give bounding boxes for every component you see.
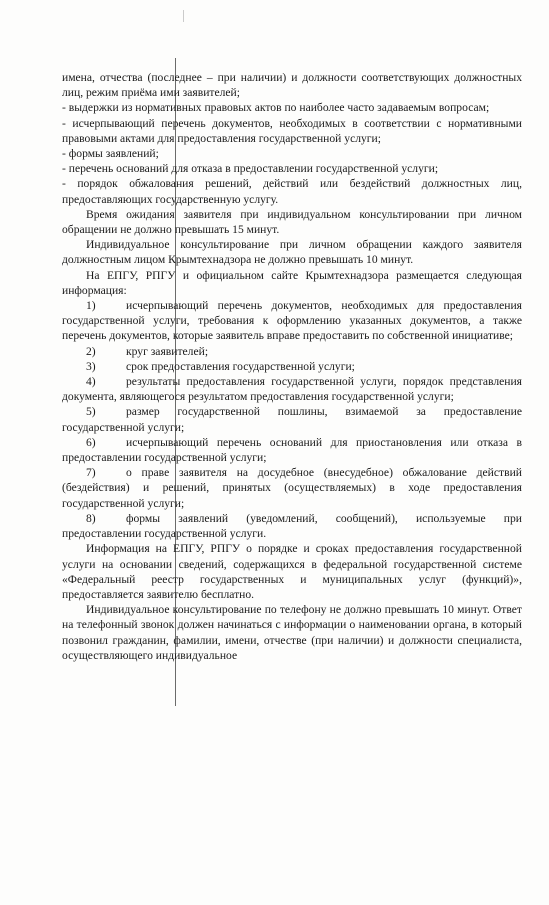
bullet-refusal-grounds: - перечень оснований для отказа в предоставлении государственной услуги; xyxy=(62,162,439,176)
list-item-6 xyxy=(62,435,522,465)
list-text: срок предоставления государственной услуги; xyxy=(126,359,355,373)
bullet-appeal-procedure: - порядок обжалования решений, действий или бездействий должностных лиц, предоставляющих государственную услугу. xyxy=(62,177,522,206)
bullet-documents-list: - исчерпывающий перечень документов, необходимых в соответствии с нормативными правовыми актами для предоставления государственной услуги; xyxy=(62,116,522,145)
list-item-8 xyxy=(62,511,522,541)
list-item-7 xyxy=(62,465,522,511)
list-number: 4) xyxy=(86,375,96,389)
list-text: исчерпывающий перечень документов, необходимых для предоставления государственной услуги, требования к оформлению указанных документов, а также перечень документов, которые заявитель вправе предоставить по собственной инициативе; xyxy=(62,299,522,343)
list-text: о праве заявителя на досудебное (внесудебное) обжалование действий (бездействия) и решений, принятых (осуществляемых) в ходе предоставления государственной услуги; xyxy=(62,466,522,510)
list-number: 6) xyxy=(86,435,96,449)
bullet-application-forms: - формы заявлений; xyxy=(62,147,159,161)
paragraph-phone-consultation: Индивидуальное консультирование по телефону не должно превышать 10 минут. Ответ на телефонный звонок должен начинаться с информации о наименовании органа, в который позвонил гражданин, фамилии, имени, отчестве (при наличии) и должности специалиста, осуществляющего индивидуальное xyxy=(62,603,522,662)
list-text: результаты предоставления государственной услуги, порядок представления документа, являющегося результатом предоставления государственной услуги; xyxy=(62,375,522,404)
list-number: 1) xyxy=(86,299,96,313)
list-text: исчерпывающий перечень оснований для приостановления или отказа в предоставлении государственной услуги; xyxy=(62,435,522,465)
list-item-4 xyxy=(62,374,522,404)
list-text: формы заявлений (уведомлений, сообщений), используемые при предоставлении государственной услуги. xyxy=(62,511,522,541)
list-item-2 xyxy=(62,344,522,359)
list-item-3 xyxy=(62,359,522,374)
bullet-legal-excerpts: - выдержки из нормативных правовых актов по наиболее часто задаваемым вопросам; xyxy=(62,101,490,115)
document-body xyxy=(62,70,522,663)
paragraph-consultation-time: Индивидуальное консультирование при личном обращении каждого заявителя должностным лицом Крымтехнадзора не должно превышать 10 минут. xyxy=(62,238,522,267)
list-number: 8) xyxy=(86,511,96,525)
list-item-1 xyxy=(62,298,522,344)
list-number: 3) xyxy=(86,359,96,373)
list-number: 5) xyxy=(86,405,96,419)
list-number: 2) xyxy=(86,344,96,358)
paragraph-waiting-time: Время ожидания заявителя при индивидуальном консультировании при личном обращении не должно превышать 15 минут. xyxy=(62,207,522,237)
paragraph-contacts: имена, отчества (последнее – при наличии) и должности соответствующих должностных лиц, режим приёма ими заявителей; xyxy=(62,71,522,100)
list-item-5 xyxy=(62,404,522,434)
list-number: 7) xyxy=(86,466,96,480)
scan-artifact-tick xyxy=(183,10,184,22)
paragraph-free-info: Информация на ЕПГУ, РПГУ о порядке и сроках предоставления государственной услуги на основании сведений, содержащихся в федеральной государственной системе «Федеральный реестр государственных и муниципальных услуг (функций)», предоставляется заявителю бесплатно. xyxy=(62,542,522,601)
list-text: круг заявителей; xyxy=(126,344,209,358)
list-text: размер государственной пошлины, взимаемой за предоставление государственной услуги; xyxy=(62,405,522,434)
paragraph-published-info: На ЕПГУ, РПГУ и официальном сайте Крымтехнадзора размещается следующая информация: xyxy=(62,268,522,297)
